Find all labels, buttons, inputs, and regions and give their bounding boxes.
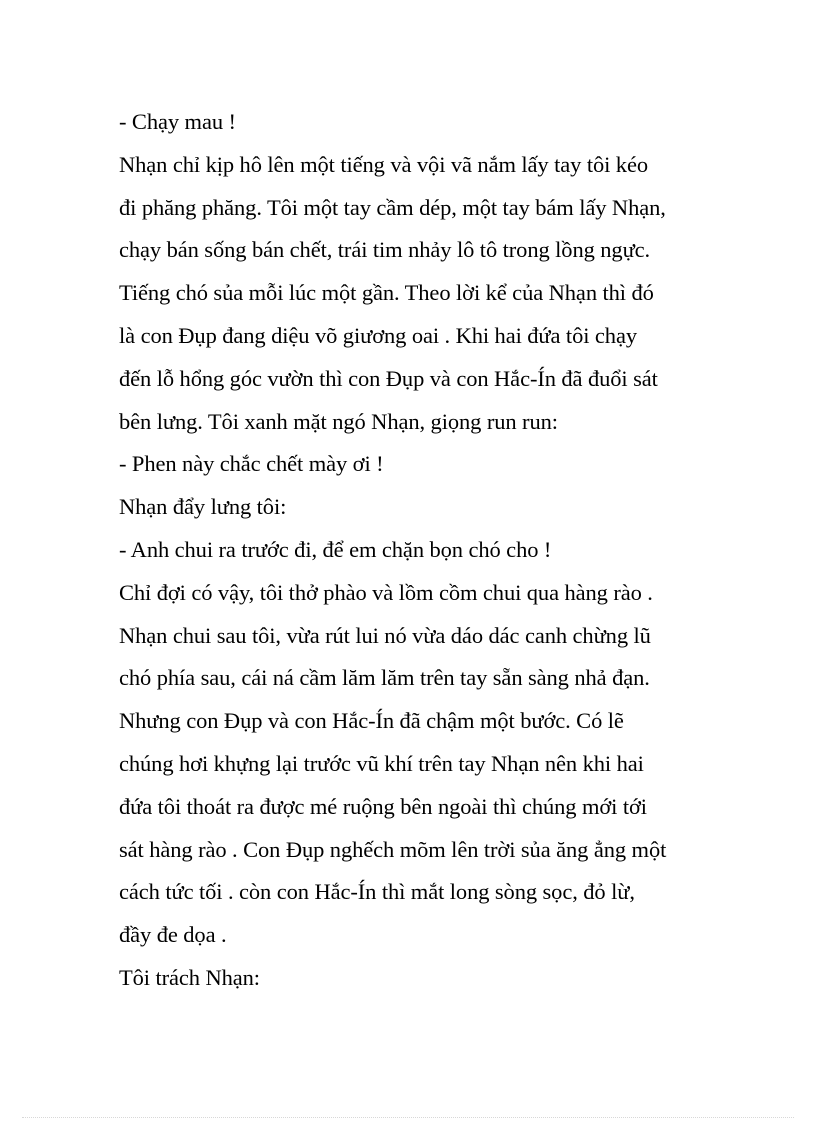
text-line: đến lỗ hổng góc vườn thì con Đụp và con Hắc-Ín đã đuổi sát [119, 365, 658, 391]
text-line: đứa tôi thoát ra được mé ruộng bên ngoài thì chúng mới tới [119, 793, 647, 819]
text-line: - Anh chui ra trước đi, để em chặn bọn chó cho ! [119, 536, 552, 562]
body-text [119, 101, 719, 1000]
text-line: chạy bán sống bán chết, trái tim nhảy lô tô trong lồng ngực. [119, 237, 651, 263]
text-line: Nhạn đẩy lưng tôi: [119, 494, 287, 520]
text-line: Nhưng con Đụp và con Hắc-Ín đã chậm một bước. Có lẽ [119, 708, 624, 734]
text-line: đi phăng phăng. Tôi một tay cầm dép, một tay bám lấy Nhạn, [119, 194, 666, 220]
text-line: Nhạn chỉ kịp hô lên một tiếng và vội vã nắm lấy tay tôi kéo [119, 151, 648, 177]
text-line: sát hàng rào . Con Đụp nghếch mõm lên trời sủa ăng ẳng một [119, 836, 667, 862]
text-line: Chỉ đợi có vậy, tôi thở phào và lồm cồm chui qua hàng rào . [119, 579, 653, 605]
text-line: Tiếng chó sủa mỗi lúc một gần. Theo lời kể của Nhạn thì đó [119, 280, 654, 306]
text-line: bên lưng. Tôi xanh mặt ngó Nhạn, giọng run run: [119, 408, 558, 434]
text-line: chúng hơi khựng lại trước vũ khí trên tay Nhạn nên khi hai [119, 750, 644, 776]
text-line: cách tức tối . còn con Hắc-Ín thì mắt long sòng sọc, đỏ lừ, [119, 879, 635, 905]
text-line: Nhạn chui sau tôi, vừa rút lui nó vừa dáo dác canh chừng lũ [119, 622, 651, 648]
text-line: - Chạy mau ! [119, 109, 236, 134]
text-line: Tôi trách Nhạn: [119, 964, 260, 990]
text-line: đầy đe dọa . [119, 922, 227, 948]
page-bottom-edge [22, 1117, 794, 1118]
text-line: là con Đụp đang diệu võ giương oai . Khi hai đứa tôi chạy [119, 322, 637, 348]
text-line: - Phen này chắc chết mày ơi ! [119, 451, 384, 477]
text-line: chó phía sau, cái ná cầm lăm lăm trên tay sẵn sàng nhả đạn. [119, 665, 650, 691]
